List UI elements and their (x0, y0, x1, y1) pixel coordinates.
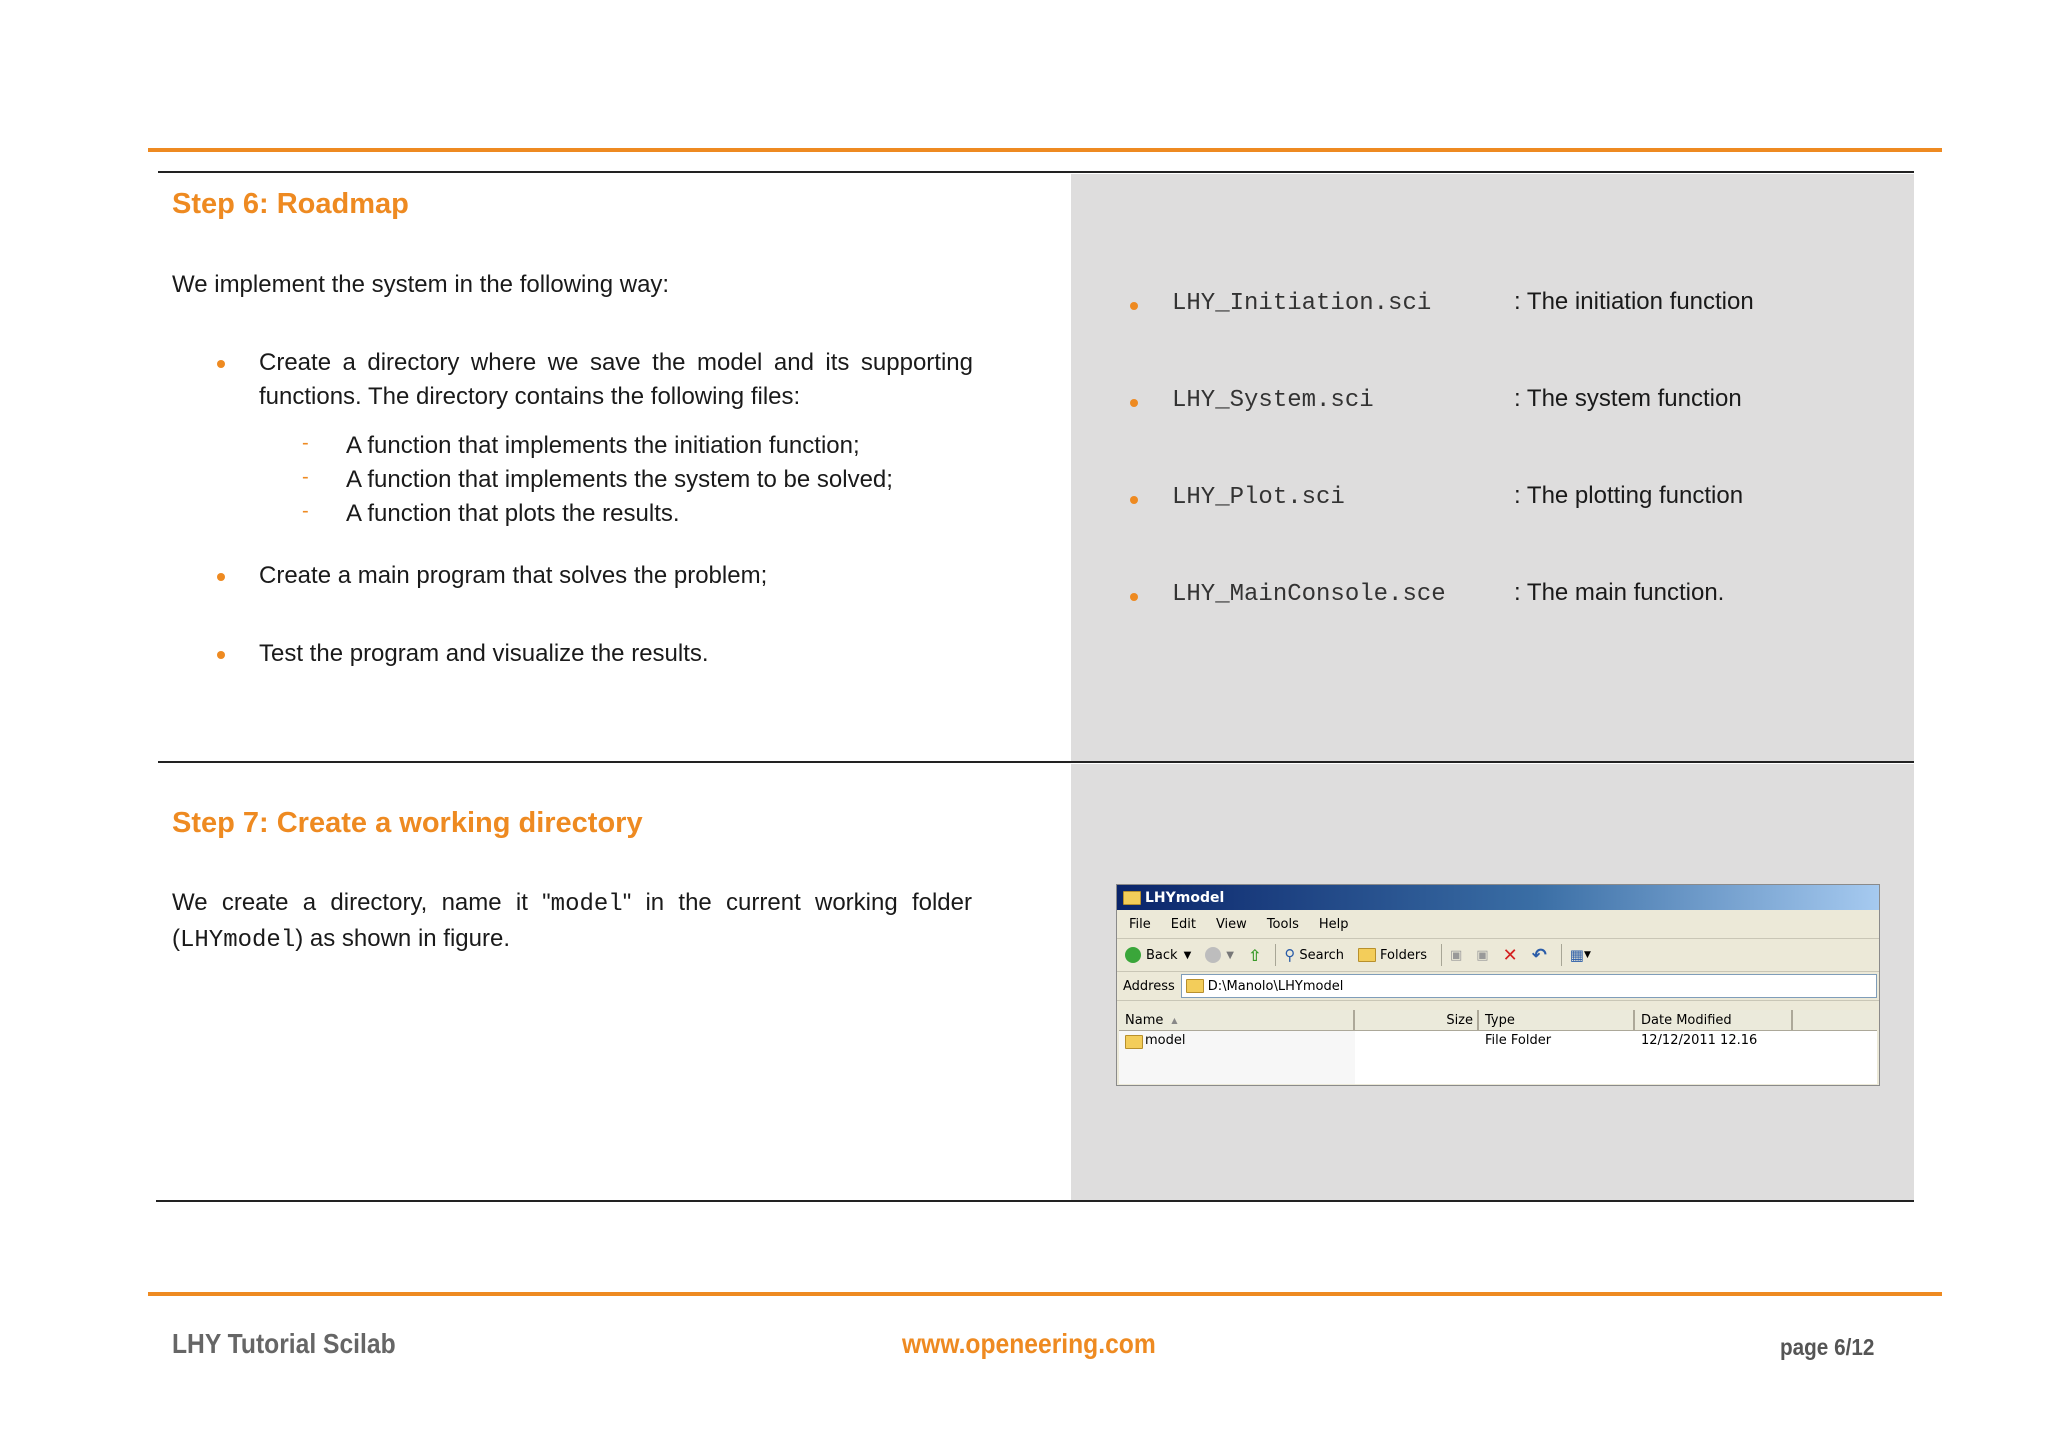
bullet-marker (1130, 496, 1138, 504)
column-header-type[interactable] (1479, 1010, 1635, 1030)
row-date: 12/12/2011 12.16 (1641, 1033, 1758, 1048)
bullet-marker (217, 651, 225, 659)
explorer-title: LHYmodel (1145, 889, 1225, 906)
file-name: LHY_System.sci (1172, 387, 1374, 414)
move-to-button[interactable] (1450, 948, 1462, 963)
folder-icon (1358, 948, 1376, 962)
folder-icon (1186, 979, 1204, 993)
code-model: model (550, 891, 623, 918)
explorer-toolbar (1117, 939, 1879, 972)
undo-button[interactable] (1532, 945, 1547, 966)
step7-text-a: We create a directory, name it " (172, 889, 551, 916)
menu-file[interactable]: File (1129, 916, 1151, 932)
delete-button[interactable] (1503, 945, 1518, 966)
views-icon: ▦ (1569, 946, 1584, 964)
file-description: : The plotting function (1514, 482, 1744, 509)
sub-item-initiation: A function that implements the initiation function; (346, 432, 860, 459)
column-type-label: Type (1485, 1012, 1515, 1028)
dash-marker: - (302, 466, 309, 488)
row-type: File Folder (1485, 1033, 1552, 1048)
header-rule (148, 148, 1942, 152)
address-input[interactable] (1181, 974, 1877, 998)
step7-title: Step 7: Create a working directory (172, 807, 643, 839)
step6-bullet-test: Test the program and visualize the results. (259, 640, 709, 667)
back-arrow-icon (1125, 947, 1141, 963)
column-name-label: Name (1125, 1012, 1164, 1028)
sub-item-plot: A function that plots the results. (346, 500, 680, 527)
sub-item-system: A function that implements the system to be solved; (346, 466, 893, 493)
sort-ascending-icon: ▲ (1171, 1015, 1178, 1025)
folders-label: Folders (1380, 947, 1427, 963)
file-name: LHY_Initiation.sci (1172, 290, 1432, 317)
menu-edit[interactable]: Edit (1170, 916, 1196, 932)
back-label: Back (1146, 947, 1178, 963)
column-size-label: Size (1446, 1012, 1473, 1028)
menu-view[interactable]: View (1215, 916, 1247, 932)
menu-tools[interactable]: Tools (1266, 916, 1299, 932)
copy-to-button[interactable] (1476, 948, 1488, 963)
delete-icon: ✕ (1502, 944, 1518, 966)
file-name: LHY_Plot.sci (1172, 484, 1345, 511)
address-value: D:\Manolo\LHYmodel (1207, 978, 1344, 994)
up-arrow-icon: ⇧ (1247, 945, 1262, 965)
up-folder-button[interactable] (1248, 946, 1261, 965)
step7-text-b: " in the current working folder ( (172, 889, 972, 952)
toolbar-separator (1561, 944, 1562, 966)
footer-doc-title: LHY Tutorial Scilab (172, 1328, 396, 1359)
section-bottom-rule (156, 1200, 1914, 1202)
bullet-marker (1130, 399, 1138, 407)
toolbar-separator (1441, 944, 1442, 966)
explorer-title-bar (1117, 885, 1879, 910)
bullet-marker (217, 360, 225, 368)
file-description: : The system function (1514, 385, 1742, 412)
dash-marker: - (302, 500, 309, 522)
step6-title: Step 6: Roadmap (172, 188, 409, 220)
footer-page-number: page 6/12 (1780, 1334, 1875, 1360)
undo-icon: ↶ (1531, 944, 1547, 966)
step6-side-panel (1071, 174, 1914, 762)
dash-marker: - (302, 432, 309, 454)
back-button[interactable] (1125, 947, 1191, 963)
menu-help[interactable]: Help (1318, 916, 1349, 932)
forward-arrow-icon (1205, 947, 1221, 963)
section-divider-rule (158, 761, 1914, 763)
bullet-marker (1130, 302, 1138, 310)
column-header-name[interactable] (1119, 1010, 1355, 1030)
forward-button[interactable] (1205, 947, 1234, 963)
footer-rule (148, 1292, 1942, 1296)
folder-icon (1123, 891, 1141, 905)
step7-paragraph (172, 886, 972, 958)
step7-text-c: ) as shown in figure. (295, 925, 510, 952)
column-header-date[interactable] (1635, 1010, 1793, 1030)
file-name: LHY_MainConsole.sce (1172, 581, 1446, 608)
code-folder: LHYmodel (180, 927, 296, 954)
file-list (1119, 1010, 1877, 1084)
folders-button[interactable] (1358, 948, 1427, 963)
address-bar (1117, 972, 1879, 1001)
step6-intro: We implement the system in the following way: (172, 271, 670, 298)
chevron-down-icon: ▼ (1183, 949, 1192, 961)
step6-bullet-directory: Create a directory where we save the model and its supporting functions. The directory contains the following files: (259, 349, 973, 410)
address-label: Address (1123, 978, 1175, 994)
move-to-icon: ▣ (1450, 947, 1463, 963)
chevron-down-icon: ▼ (1583, 950, 1591, 960)
explorer-window-screenshot (1116, 884, 1880, 1086)
footer-website-link[interactable]: www.openeering.com (902, 1328, 1156, 1359)
file-list-header (1119, 1010, 1877, 1031)
file-list-row[interactable] (1119, 1032, 1877, 1052)
copy-to-icon: ▣ (1476, 947, 1489, 963)
file-description: : The initiation function (1514, 288, 1754, 315)
section-top-rule (158, 171, 1914, 173)
column-date-label: Date Modified (1641, 1012, 1732, 1028)
bullet-marker (1130, 593, 1138, 601)
column-header-size[interactable] (1355, 1010, 1479, 1030)
views-button[interactable] (1570, 946, 1591, 964)
search-button[interactable] (1284, 946, 1344, 964)
row-name: model (1145, 1033, 1186, 1048)
file-description: : The main function. (1514, 579, 1725, 606)
search-icon: ⚲ (1284, 946, 1296, 964)
search-label: Search (1299, 947, 1345, 963)
toolbar-separator (1275, 944, 1276, 966)
explorer-menu-bar (1117, 910, 1879, 939)
step6-bullet-main-program: Create a main program that solves the problem; (259, 562, 768, 589)
chevron-down-icon: ▼ (1226, 949, 1234, 961)
bullet-marker (217, 573, 225, 581)
folder-icon (1125, 1035, 1143, 1049)
